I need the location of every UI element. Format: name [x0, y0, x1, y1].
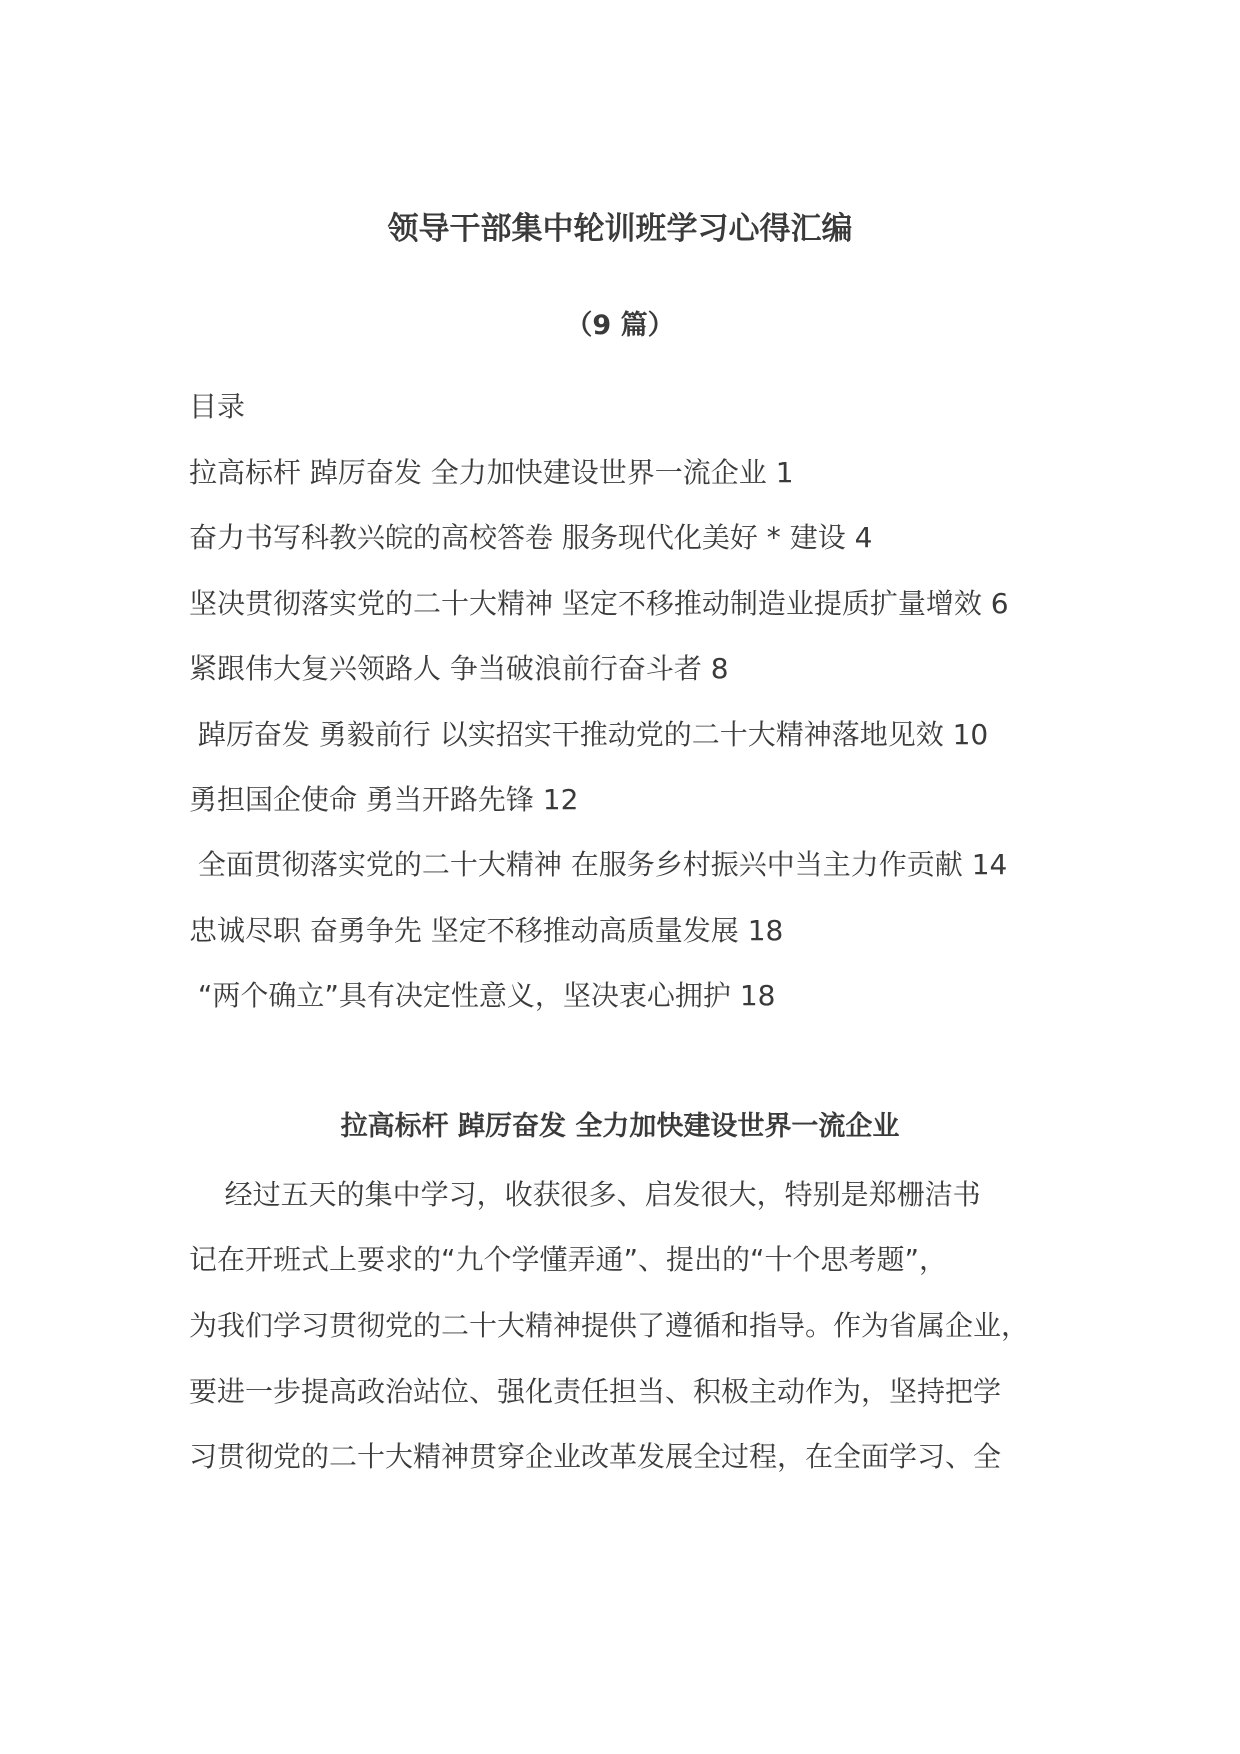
paragraph-line: 习贯彻党的二十大精神贯穿企业改革发展全过程，在全面学习、全	[189, 1440, 1002, 1473]
toc-item: 勇担国企使命 勇当开路先锋 12	[189, 783, 579, 816]
paragraph-line: 记在开班式上要求的“九个学懂弄通”、提出的“十个思考题”，	[189, 1243, 948, 1276]
toc-item: 紧跟伟大复兴领路人 争当破浪前行奋斗者 8	[189, 652, 729, 685]
toc-item: 拉高标杆 踔厉奋发 全力加快建设世界一流企业 1	[189, 456, 794, 489]
paragraph-line: 经过五天的集中学习，收获很多、启发很大，特别是郑栅洁书	[189, 1178, 981, 1211]
toc-heading: 目录	[189, 390, 246, 423]
toc-item: “两个确立”具有决定性意义，坚决衷心拥护 18	[189, 979, 776, 1012]
paragraph-line: 要进一步提高政治站位、强化责任担当、积极主动作为，坚持把学	[189, 1375, 1002, 1408]
toc-item: 忠诚尽职 奋勇争先 坚定不移推动高质量发展 18	[189, 914, 784, 947]
section-heading: 拉高标杆 踔厉奋发 全力加快建设世界一流企业	[340, 1111, 900, 1142]
paragraph-line: 为我们学习贯彻党的二十大精神提供了遵循和指导。作为省属企业，	[189, 1309, 1030, 1342]
toc-item: 奋力书写科教兴皖的高校答卷 服务现代化美好 * 建设 4	[189, 521, 873, 554]
toc-item: 全面贯彻落实党的二十大精神 在服务乡村振兴中当主力作贡献 14	[189, 848, 1008, 881]
article-count: （9 篇）	[565, 310, 675, 341]
toc-item: 坚决贯彻落实党的二十大精神 坚定不移推动制造业提质扩量增效 6	[189, 587, 1009, 620]
toc-item: 踔厉奋发 勇毅前行 以实招实干推动党的二十大精神落地见效 10	[189, 718, 989, 751]
document-title: 领导干部集中轮训班学习心得汇编	[387, 211, 853, 247]
